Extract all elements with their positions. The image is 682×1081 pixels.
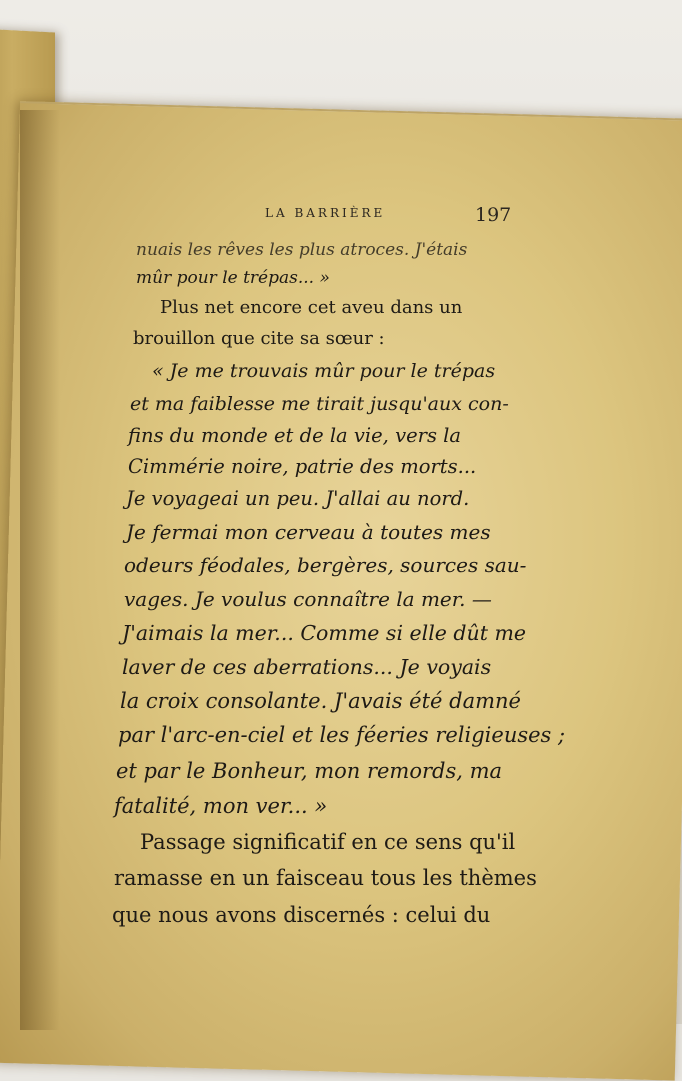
text-line: Plus net encore cet aveu dans un [160, 297, 463, 318]
text-line: Je fermai mon cerveau à toutes mes [126, 520, 491, 544]
text-line: fatalité, mon ver... » [114, 794, 328, 818]
text-line: Passage significatif en ce sens qu'il [140, 830, 516, 854]
text-line: « Je me trouvais mûr pour le trépas [152, 360, 496, 382]
text-line: J'aimais la mer... Comme si elle dût me [122, 621, 527, 645]
text-line: mûr pour le trépas... » [136, 268, 330, 288]
text-line: que nous avons discernés : celui du [112, 903, 491, 927]
text-line: brouillon que cite sa sœur : [133, 328, 385, 349]
text-line: et par le Bonheur, mon remords, ma [116, 759, 503, 783]
text-line: par l'arc-en-ciel et les féeries religieuses ; [118, 723, 566, 747]
text-line: Je voyageai un peu. J'allai au nord. [126, 487, 470, 510]
text-line: nuais les rêves les plus atroces. J'étais [136, 240, 468, 260]
page-number: 197 [475, 204, 512, 226]
text-line: laver de ces aberrations... Je voyais [122, 655, 492, 679]
text-line: odeurs féodales, bergères, sources sau- [124, 553, 527, 577]
text-line: vages. Je voulus connaître la mer. — [124, 587, 492, 611]
running-title: LA BARRIÈRE [265, 206, 386, 220]
text-line: la croix consolante. J'avais été damné [120, 689, 521, 713]
text-line: Cimmérie noire, patrie des morts... [128, 455, 477, 478]
text-line: ramasse en un faisceau tous les thèmes [114, 866, 537, 890]
text-line: fins du monde et de la vie, vers la [128, 424, 462, 447]
text-line: et ma faiblesse me tirait jusqu'aux con- [130, 393, 509, 415]
